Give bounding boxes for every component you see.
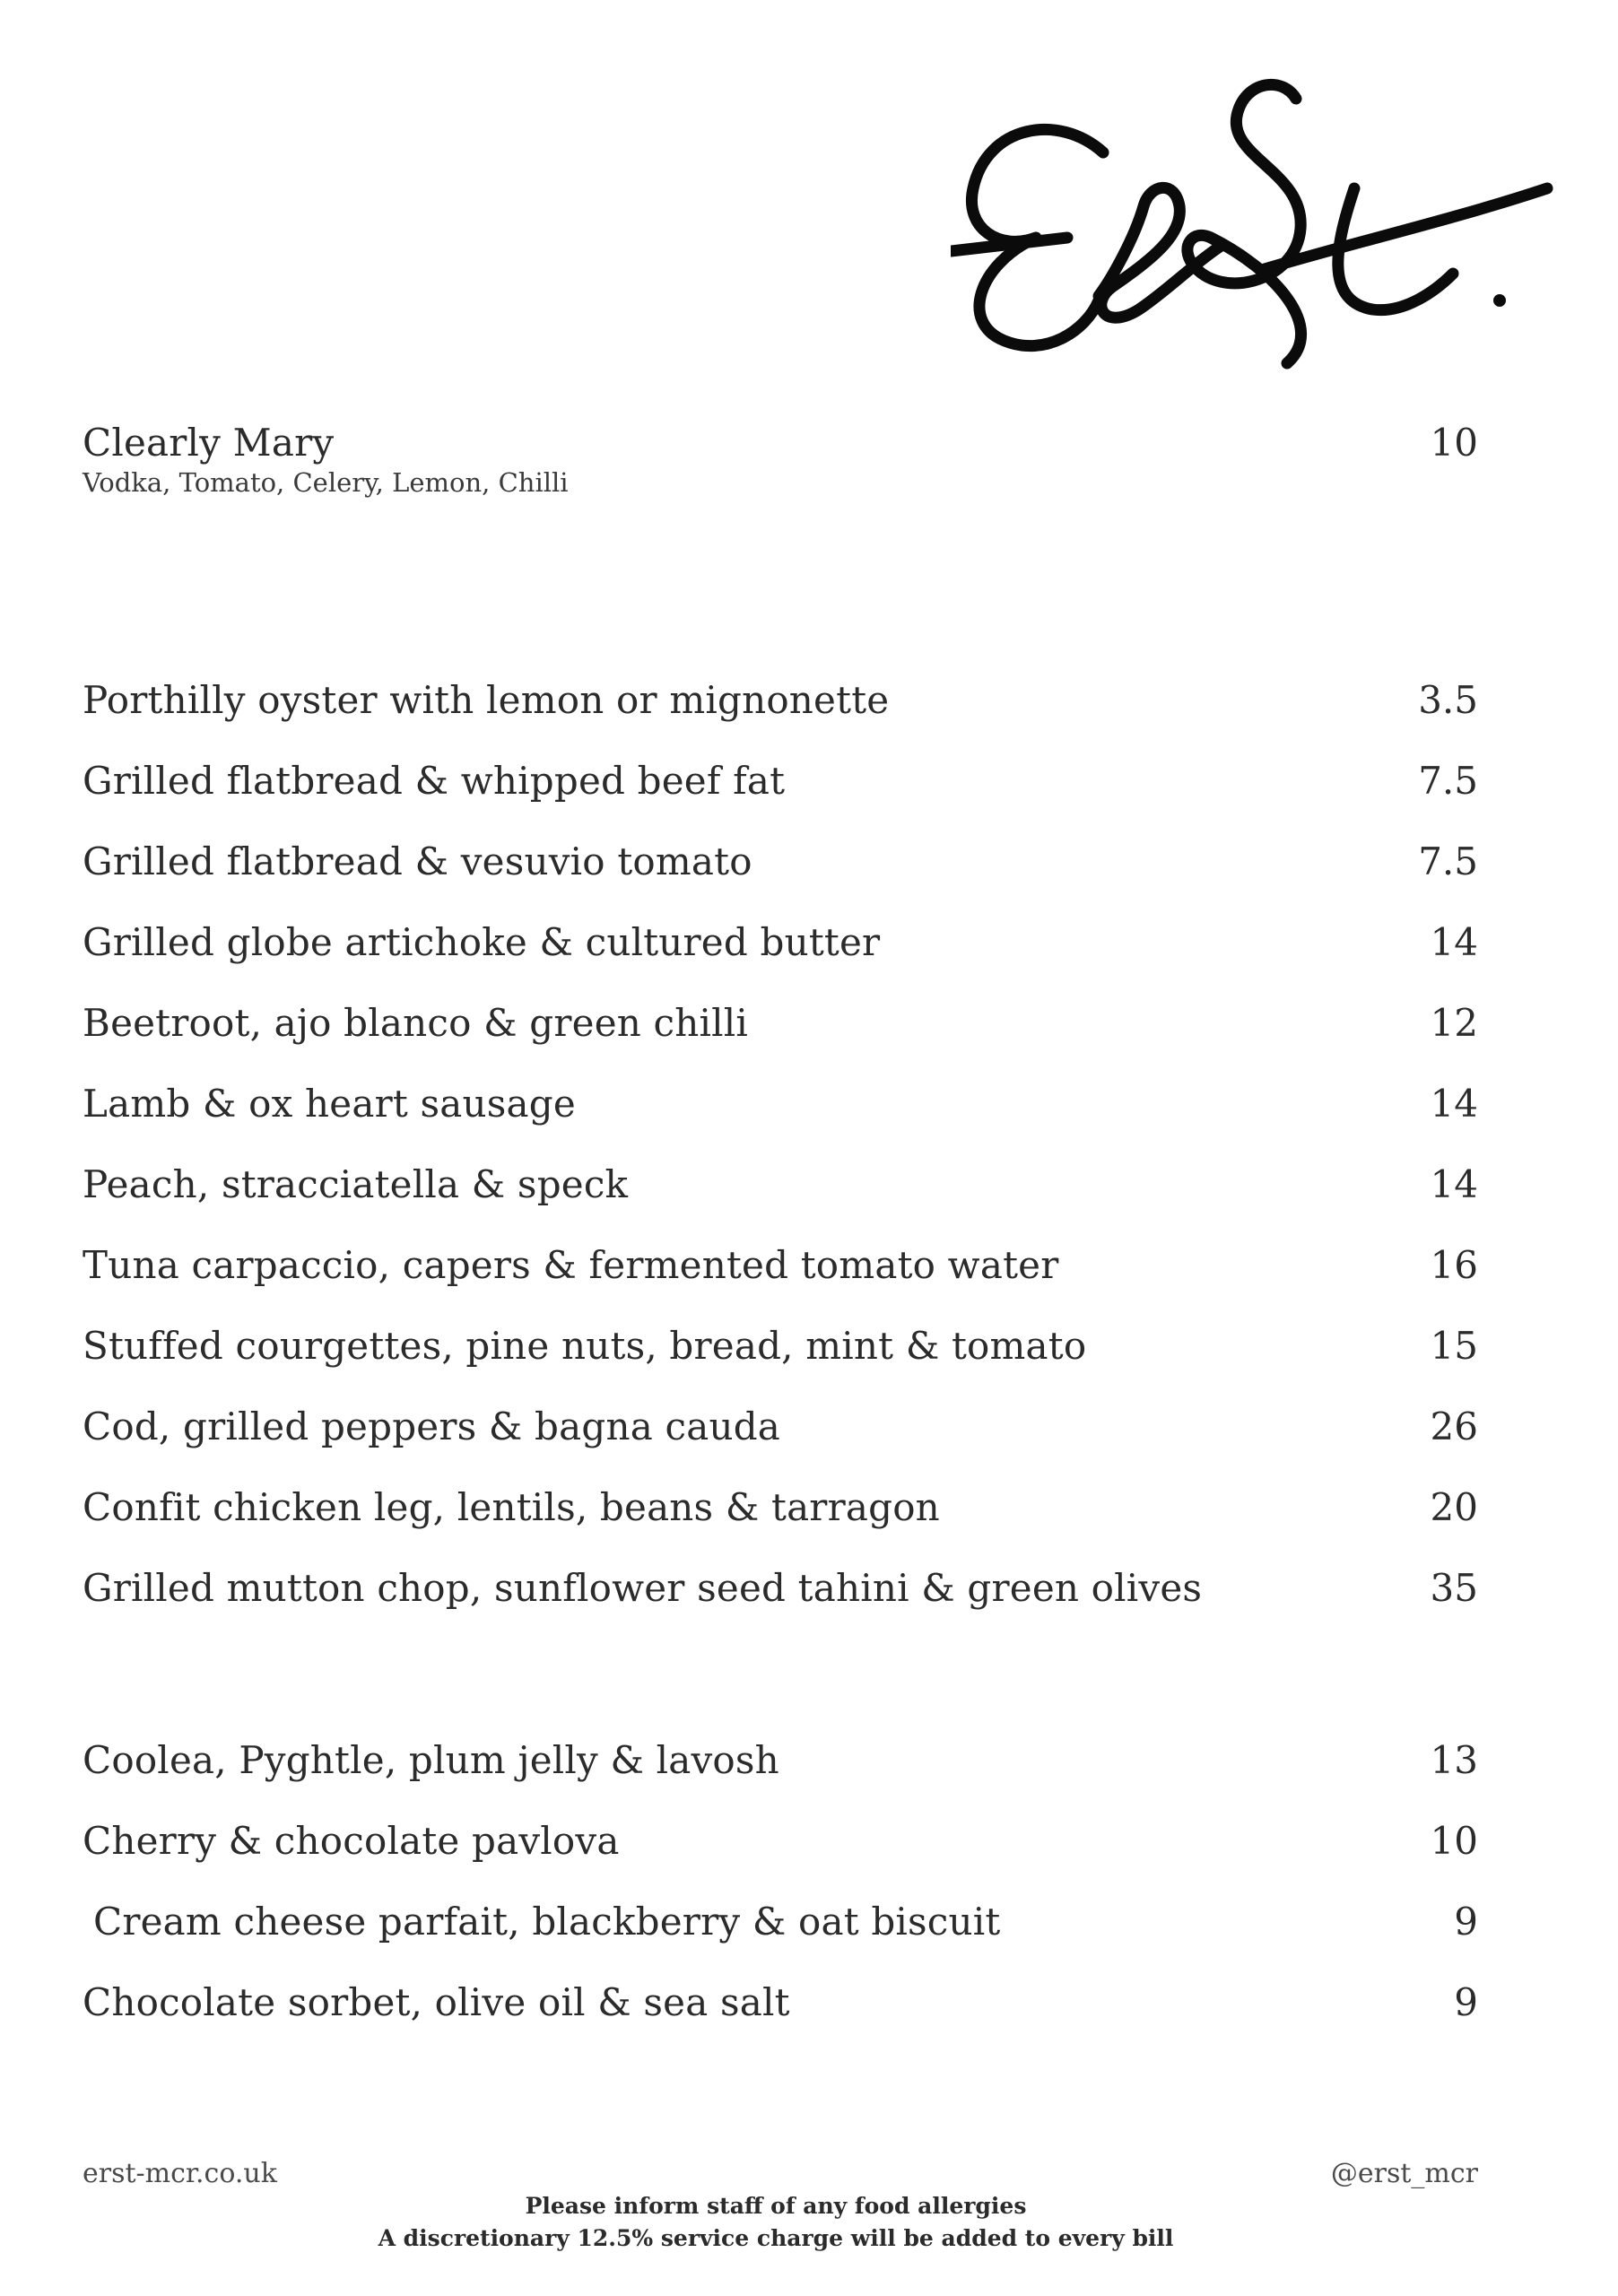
dessert-name: Cherry & chocolate pavlova <box>83 1819 620 1863</box>
dish-row <box>83 1158 1478 1212</box>
dish-price: 14 <box>1430 1162 1478 1206</box>
dish-name: Cod, grilled peppers & bagna cauda <box>83 1405 781 1448</box>
dessert-row <box>83 1976 1478 2030</box>
dish-name: Grilled globe artichoke & cultured butter <box>83 920 881 964</box>
dish-price: 14 <box>1430 1082 1478 1126</box>
dessert-row <box>83 1734 1478 1787</box>
erst-logo <box>951 72 1570 395</box>
dish-price: 7.5 <box>1418 759 1478 803</box>
social-handle[interactable]: @erst_mcr <box>1330 2158 1478 2189</box>
dish-name: Grilled mutton chop, sunflower seed tahini & green olives <box>83 1566 1203 1610</box>
dish-price: 3.5 <box>1418 678 1478 722</box>
website-link[interactable]: erst-mcr.co.uk <box>83 2158 277 2189</box>
dish-name: Beetroot, ajo blanco & green chilli <box>83 1001 749 1045</box>
dessert-row <box>83 1814 1478 1868</box>
dish-row <box>83 916 1478 970</box>
dish-name: Lamb & ox heart sausage <box>83 1082 576 1126</box>
dish-price: 12 <box>1430 1001 1478 1045</box>
service-charge-note: A discretionary 12.5% service charge will be added to every bill <box>378 2225 1174 2251</box>
dish-row <box>83 1239 1478 1292</box>
dessert-name: Chocolate sorbet, olive oil & sea salt <box>83 1980 790 2024</box>
dessert-name: Cream cheese parfait, blackberry & oat biscuit <box>93 1900 1001 1944</box>
dish-row <box>83 674 1478 727</box>
dish-price: 16 <box>1430 1243 1478 1287</box>
dessert-price: 9 <box>1454 1900 1478 1944</box>
dish-row <box>83 1481 1478 1535</box>
dish-row <box>83 835 1478 889</box>
dish-name: Peach, stracciatella & speck <box>83 1162 629 1206</box>
cocktail-name: Clearly Mary <box>83 421 335 465</box>
erst-logo-script <box>951 72 1570 395</box>
dessert-price: 10 <box>1430 1819 1478 1863</box>
dish-row <box>83 1561 1478 1615</box>
dish-name: Porthilly oyster with lemon or mignonette <box>83 678 890 722</box>
dish-price: 15 <box>1430 1324 1478 1368</box>
dish-name: Grilled flatbread & whipped beef fat <box>83 759 786 803</box>
dish-row <box>83 1400 1478 1454</box>
dessert-price: 13 <box>1430 1738 1478 1782</box>
dish-price: 7.5 <box>1418 839 1478 883</box>
dish-price: 26 <box>1430 1405 1478 1448</box>
dish-name: Tuna carpaccio, capers & fermented tomato water <box>83 1243 1059 1287</box>
dessert-price: 9 <box>1454 1980 1478 2024</box>
dessert-row <box>83 1895 1478 1949</box>
dish-name: Stuffed courgettes, pine nuts, bread, mint & tomato <box>83 1324 1087 1368</box>
dessert-name: Coolea, Pyghtle, plum jelly & lavosh <box>83 1738 779 1782</box>
cocktail-row <box>83 416 1478 470</box>
dish-row <box>83 1077 1478 1131</box>
dish-price: 35 <box>1430 1566 1478 1610</box>
dish-name: Confit chicken leg, lentils, beans & tarragon <box>83 1485 940 1529</box>
dish-price: 20 <box>1430 1485 1478 1529</box>
allergy-note: Please inform staff of any food allergies <box>525 2193 1027 2219</box>
dish-row <box>83 1319 1478 1373</box>
dish-row <box>83 754 1478 808</box>
dish-row <box>83 996 1478 1050</box>
dish-price: 14 <box>1430 920 1478 964</box>
dish-name: Grilled flatbread & vesuvio tomato <box>83 839 752 883</box>
cocktail-description: Vodka, Tomato, Celery, Lemon, Chilli <box>83 467 569 498</box>
cocktail-price: 10 <box>1430 421 1478 465</box>
